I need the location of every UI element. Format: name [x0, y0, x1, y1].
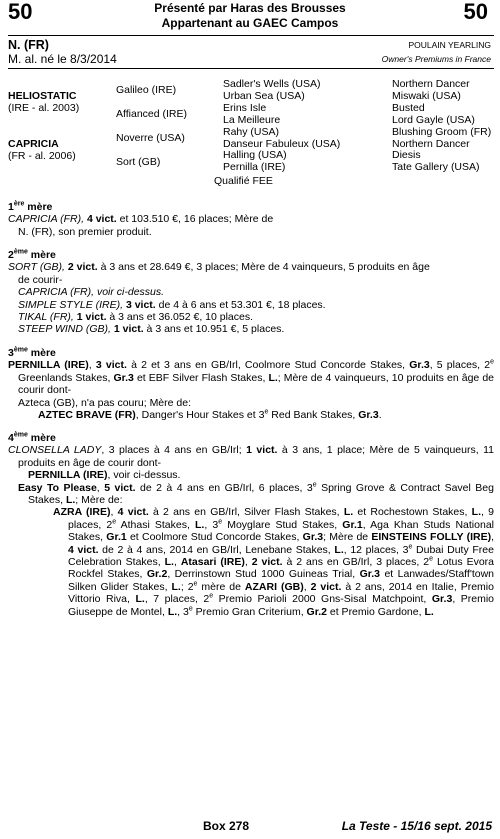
text-run: Premio Gran Criterium,: [192, 605, 307, 618]
text-run: L.: [471, 506, 481, 519]
gen4-item: Tate Gallery (USA): [392, 161, 480, 174]
text-run: ; Mère de: [323, 531, 372, 544]
text-run: , 12 places, 3: [343, 543, 409, 556]
pedigree-dam: [8, 139, 76, 163]
produce-line: SIMPLE STYLE (IRE), 3 vict. de 4 à 6 ans et 53.301 €, 18 places.: [18, 298, 326, 311]
produce-line: CAPRICIA (FR), voir ci-dessus.: [18, 286, 165, 299]
gen4-item: Miswaki (USA): [392, 89, 461, 102]
owner-line: Appartenant au GAEC Campos: [161, 16, 339, 30]
gen3-item: Halling (USA): [223, 149, 287, 162]
text-run: ,: [173, 556, 181, 569]
produce-line: STEEP WIND (GB), 1 vict. à 3 ans et 10.951 €, 5 places.: [18, 323, 285, 336]
lot-number-left: 50: [8, 0, 33, 24]
box-number: Box 278: [203, 819, 250, 833]
gen3-item: Danseur Fabuleux (USA): [223, 137, 341, 150]
text-run: e: [429, 555, 433, 563]
text-run: L.: [164, 556, 174, 569]
grandproduce-line: AZTEC BRAVE (FR), Danger's Hour Stakes et 3e Red Bank Stakes, Gr.3.: [38, 408, 382, 422]
section-third-dam: [8, 347, 494, 421]
horse-birth: M. al. né le 8/3/2014: [8, 52, 117, 66]
dam-paragraph: PERNILLA (IRE), 3 vict. à 2 et 3 ans en GB/Irl, Coolmore Stud Concorde Stakes, Gr.3, 5 places, 2e Greenlands Stakes, Gr.3 et EBF Silver Flash Stakes, L.; Mère de 4 vainqueurs, 10 produits en âge de courir dont-: [8, 358, 494, 397]
gen4-item: Blushing Groom (FR): [392, 125, 492, 138]
text-run: à 2 ans en GB/Irl, Silver Flash Stakes,: [148, 506, 344, 519]
text-run: ,: [110, 506, 118, 519]
text-run: Dubai Duty Free Celebration Stakes,: [68, 543, 494, 569]
pedigree-sire: [8, 91, 79, 115]
damsire: Noverre (USA): [116, 132, 185, 144]
text-run: L.: [424, 605, 434, 618]
sale-info: La Teste - 15/16 sept. 2015: [341, 819, 492, 833]
gen4-item: Diesis: [392, 149, 421, 162]
text-run: Gr.3: [431, 593, 453, 606]
text-run: , 9 places, 2: [68, 506, 494, 531]
text-run: e: [209, 592, 214, 600]
text-run: Atasari (IRE): [180, 556, 245, 569]
dam-info: (FR - al. 2006): [8, 149, 76, 162]
gen3-item: Sadler's Wells (USA): [223, 78, 321, 90]
text-run: e: [218, 518, 223, 526]
grandsire: Galileo (IRE): [116, 84, 177, 96]
produce-line: Azteca (GB), n'a pas couru; Mère de:: [18, 396, 191, 409]
text-run: EINSTEINS FOLLY (IRE): [371, 531, 492, 544]
text-run: , Premio Giuseppe de Montel,: [68, 593, 495, 618]
horse-category: POULAIN YEARLING: [408, 40, 491, 50]
section-first-dam: [8, 201, 494, 238]
text-run: Premio Parioli 2000 Gns-Sisal Matchpoint,: [213, 593, 432, 606]
text-run: L.: [167, 605, 178, 618]
text-run: mère de: [197, 580, 245, 593]
gen3-item: Urban Sea (USA): [223, 89, 305, 102]
text-run: 4 vict.: [68, 543, 99, 556]
gen4-item: Northern Dancer: [392, 78, 470, 90]
sire-info: (IRE - al. 2003): [8, 101, 80, 114]
section-fourth-dam: [8, 432, 494, 618]
gen4-item: Northern Dancer: [392, 137, 470, 150]
horse-name: N. (FR): [8, 38, 49, 52]
section-title: 2ème mère: [8, 248, 56, 261]
produce-line: PERNILLA (IRE), voir ci-dessus.: [28, 469, 181, 482]
pedigree-gen4: [392, 79, 491, 174]
text-run: Gr.2: [146, 568, 168, 581]
granddam-sire: Affianced (IRE): [116, 108, 188, 120]
text-run: Gr.1: [342, 518, 363, 531]
produce-line: TIKAL (FR), 1 vict. à 3 ans et 36.052 €, 10 places.: [18, 311, 254, 324]
pedigree-gen3: [223, 79, 340, 174]
text-run: et Premio Gardone,: [326, 605, 425, 618]
text-run: Gr.3: [359, 568, 381, 581]
text-run: Gr.2: [306, 605, 327, 618]
text-run: à 2 ans en GB/Irl, 3 places, 2: [282, 556, 430, 569]
sire-name: HELIOSTATIC: [8, 90, 77, 102]
text-run: , Aga Khan Studs National Stakes,: [68, 518, 494, 544]
owner-premiums: Owner's Premiums in France: [381, 54, 491, 64]
text-run: ; 2: [180, 580, 194, 593]
text-run: ,: [303, 580, 311, 593]
gen4-item: Busted: [392, 101, 425, 114]
gen3-item: Erins Isle: [223, 101, 267, 114]
section-title: 3ème mère: [8, 346, 56, 359]
dam-name: CAPRICIA: [8, 138, 59, 150]
text-run: L.: [135, 593, 145, 606]
text-run: L.: [334, 543, 344, 556]
lot-number-right: 50: [463, 0, 488, 24]
text-run: , 3: [177, 605, 189, 618]
text-run: e: [112, 518, 117, 526]
header-divider: [8, 35, 494, 36]
gen3-item: La Meilleure: [223, 113, 281, 126]
text-run: , 7 places, 2: [144, 593, 210, 606]
text-run: L.: [171, 580, 181, 593]
gen3-item: Rahy (USA): [223, 125, 280, 138]
dam-paragraph: CLONSELLA LADY, 3 places à 4 ans en GB/Irl; 1 vict. à 3 ans, 1 place; Mère de 5 vainqueurs, 11 produits en âge de courir dont-: [8, 444, 494, 469]
text-run: AZRA (IRE): [53, 506, 111, 519]
granddam: Sort (GB): [116, 156, 161, 168]
section-second-dam: [8, 249, 494, 336]
text-run: Gr.3: [302, 531, 324, 544]
dam-line: CAPRICIA (FR), 4 vict. et 103.510 €, 16 places; Mère de: [8, 213, 274, 226]
text-run: ,: [244, 556, 252, 569]
produce-line: N. (FR), son premier produit.: [18, 225, 152, 238]
text-run: L.: [343, 506, 354, 519]
text-run: Moyglare Stud Stakes,: [222, 518, 343, 531]
text-run: AZARI (GB): [244, 580, 304, 593]
text-run: L.: [195, 518, 205, 531]
text-run: e: [408, 543, 413, 551]
text-run: Lotus Evora Rockfel Stakes,: [68, 556, 495, 581]
name-divider: [8, 68, 494, 69]
text-run: et Rochestown Stakes,: [353, 506, 472, 519]
text-run: e: [188, 605, 193, 613]
presenter-line: Présenté par Haras des Brousses: [154, 1, 346, 15]
text-run: et Lanwades/Staff'town Silken Glider Stakes,: [68, 568, 495, 593]
text-run: 2 vict.: [251, 556, 283, 569]
gen3-item: Pernilla (IRE): [223, 161, 286, 174]
dam-line-cont: de courir-: [18, 273, 63, 286]
text-run: 2 vict.: [310, 580, 342, 593]
text-run: e: [193, 580, 198, 588]
dam-line: SORT (GB), 2 vict. à 3 ans et 28.649 €, 3 places; Mère de 4 vainqueurs, 5 produits en âge: [8, 261, 430, 274]
text-run: Athasi Stakes,: [116, 518, 195, 531]
section-title: 4ème mère: [8, 431, 56, 444]
text-run: 4 vict.: [117, 506, 149, 519]
text-run: , 3: [204, 518, 219, 531]
section-title: 1ère mère: [8, 200, 53, 213]
text-run: de 2 à 4 ans, 2014 en GB/Irl, Lenebane Stakes,: [98, 543, 335, 556]
grandproduce-paragraph: [8, 506, 494, 618]
text-run: ,: [491, 531, 494, 544]
gen4-item: Lord Gayle (USA): [392, 113, 475, 126]
qualif-fee: Qualifié FEE: [214, 175, 273, 187]
produce-paragraph: Easy To Please, 5 vict. de 2 à 4 ans en GB/Irl, 6 places, 3e Spring Grove & Contract Savel Beg Stakes, L.; Mère de:: [18, 481, 494, 507]
text-run: et Coolmore Stud Concorde Stakes,: [126, 531, 303, 544]
text-run: , Derrinstown Stud 1000 Guineas Trial,: [167, 568, 360, 581]
text-run: à 2 ans, 2014 en Italie, Premio Vittorio Riva,: [68, 580, 494, 606]
text-run: Gr.1: [106, 531, 127, 544]
